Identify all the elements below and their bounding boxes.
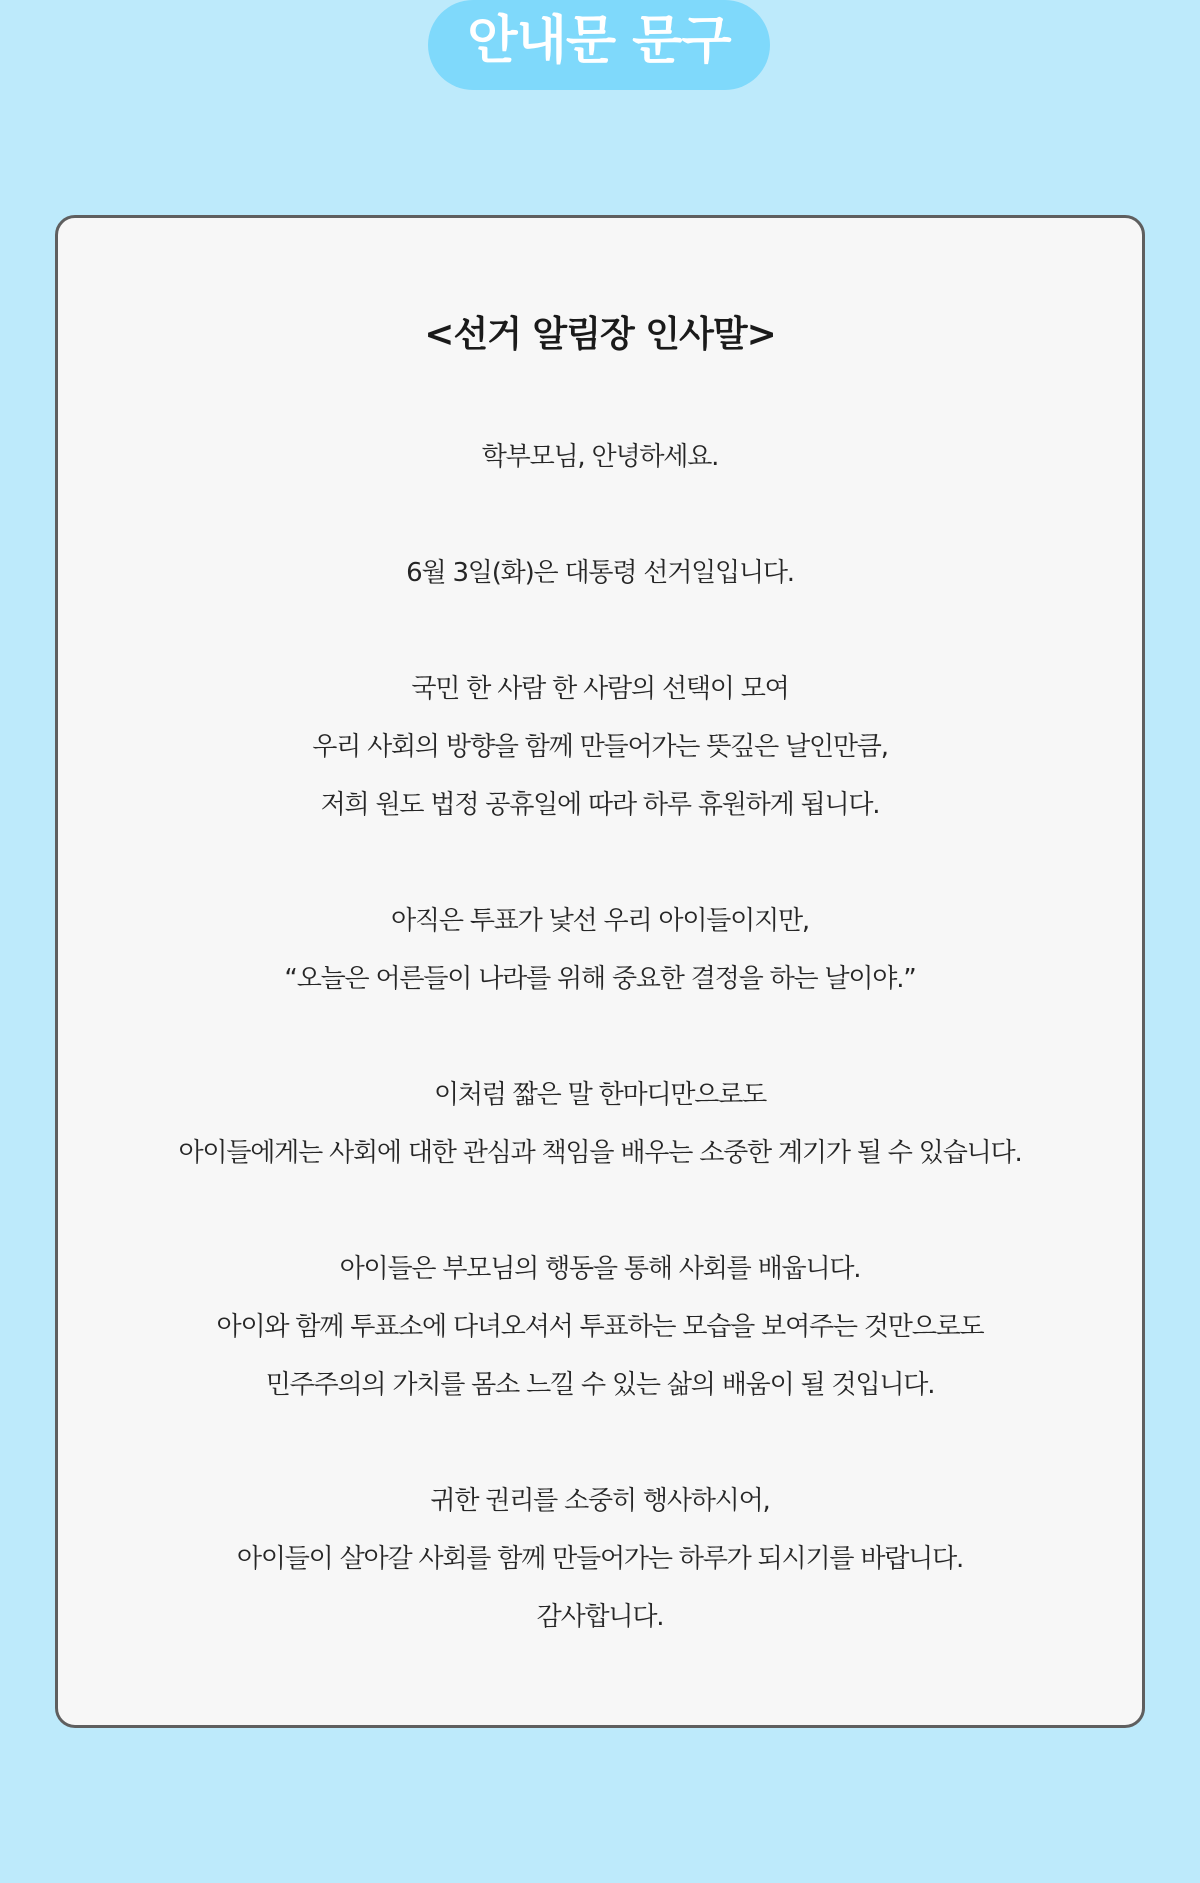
notice-line: 민주주의의 가치를 몸소 느낄 수 있는 삶의 배움이 될 것입니다. [265,1370,935,1400]
notice-card [55,215,1145,1728]
notice-line: 이처럼 짧은 말 한마디만으로도 [433,1080,767,1110]
notice-line: 아이들은 부모님의 행동을 통해 사회를 배웁니다. [339,1254,861,1284]
notice-line: 6월 3일(화)은 대통령 선거일입니다. [406,558,794,588]
notice-line: “오늘은 어른들이 나라를 위해 중요한 결정을 하는 날이야.” [284,964,916,994]
notice-line [58,602,1142,660]
header-pill [428,0,770,90]
notice-line [58,834,1142,892]
notice-line: 국민 한 사람 한 사람의 선택이 모여 [411,674,789,704]
notice-line: 학부모님, 안녕하세요. [481,442,719,472]
notice-line: 아이들이 살아갈 사회를 함께 만들어가는 하루가 되시기를 바랍니다. [236,1544,964,1574]
notice-line [58,1414,1142,1472]
notice-line [58,486,1142,544]
notice-line: 저희 원도 법정 공휴일에 따라 하루 휴원하게 됩니다. [320,790,880,820]
notice-line [58,1182,1142,1240]
notice-body [58,428,1142,1646]
notice-title: <선거 알림장 인사말> [424,314,776,355]
notice-line: 우리 사회의 방향을 함께 만들어가는 뜻깊은 날인만큼, [312,732,888,762]
notice-line: 귀한 권리를 소중히 행사하시어, [430,1486,770,1516]
notice-line [58,1008,1142,1066]
notice-line: 아이와 함께 투표소에 다녀오셔서 투표하는 모습을 보여주는 것만으로도 [216,1312,984,1342]
notice-line: 아직은 투표가 낯선 우리 아이들이지만, [391,906,809,936]
notice-line: 아이들에게는 사회에 대한 관심과 책임을 배우는 소중한 계기가 될 수 있습니다. [178,1138,1022,1168]
header-title: 안내문 문구 [467,11,731,71]
notice-line: 감사합니다. [536,1602,664,1632]
